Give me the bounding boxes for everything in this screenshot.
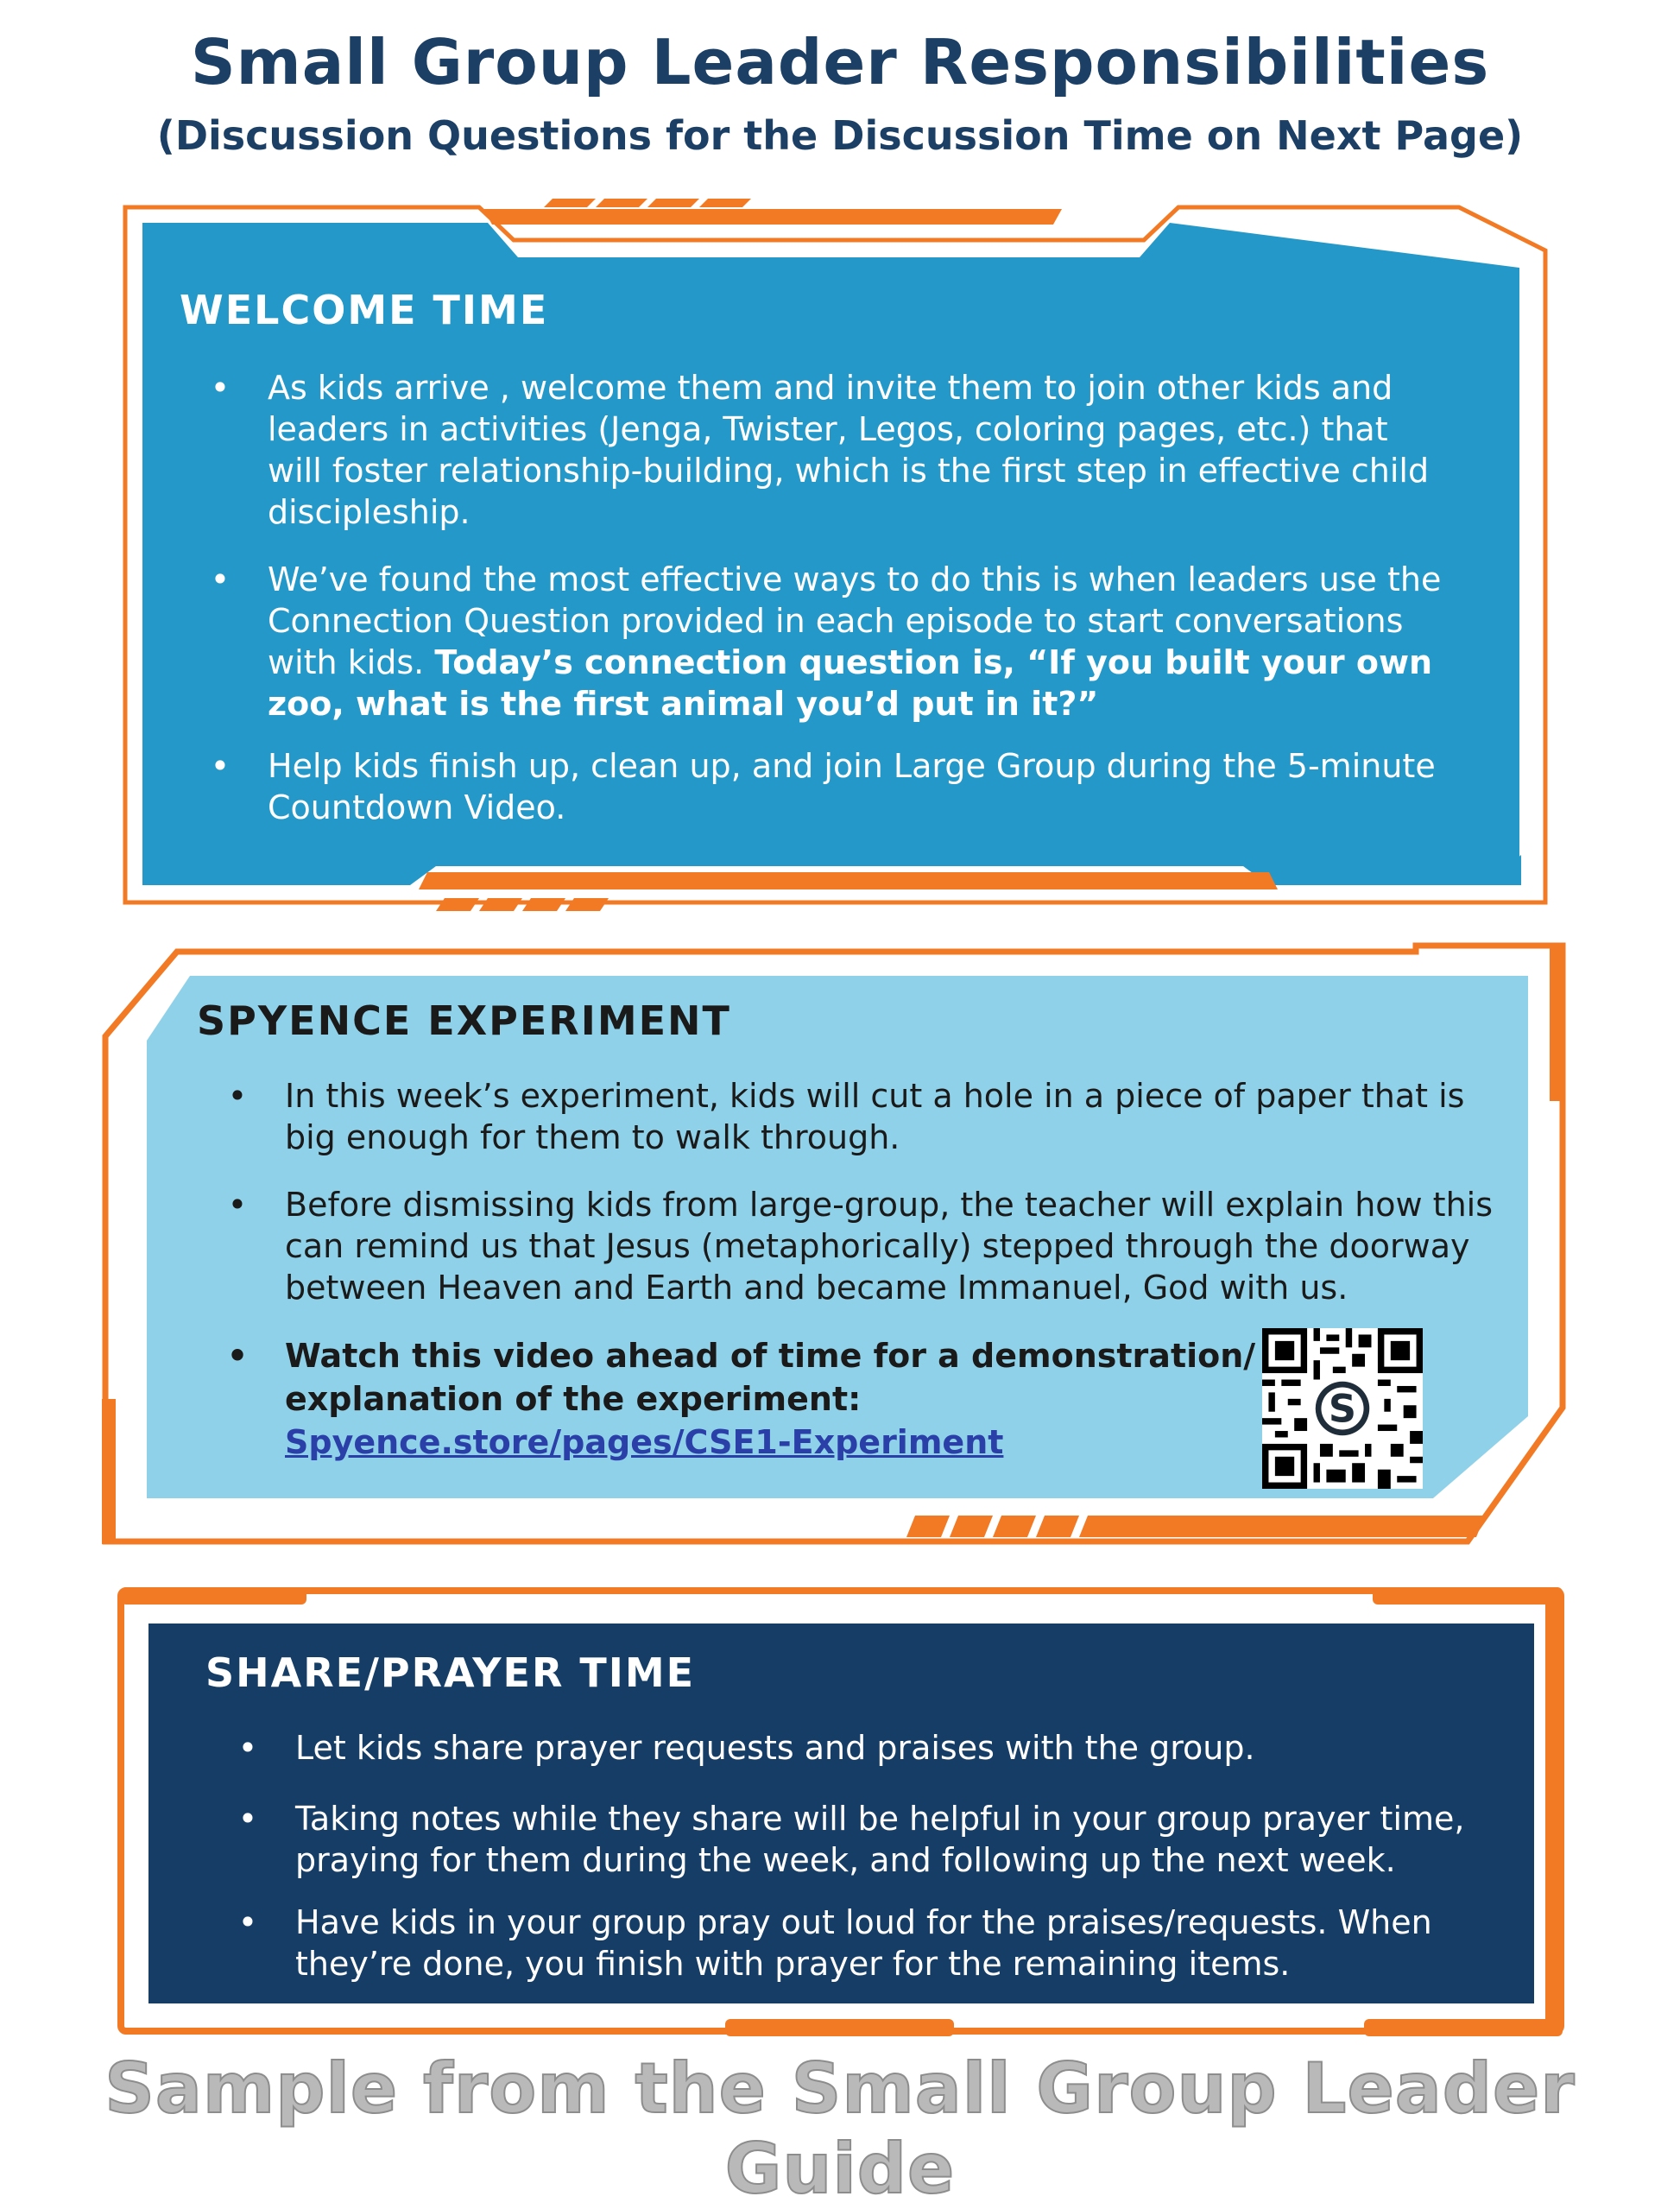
page-subtitle: (Discussion Questions for the Discussion Time on Next Page)	[156, 112, 1524, 159]
video-note: Watch this video ahead of time for a demonstration/ explanation of the experiment:	[285, 1337, 1256, 1418]
bullet-icon: •	[210, 747, 231, 785]
list-item	[216, 1184, 1502, 1308]
share-list	[226, 1727, 1504, 1984]
list-item	[216, 1334, 1286, 1464]
experiment-bottom-stripes	[906, 1516, 1485, 1537]
qr-center-letter: S	[1328, 1386, 1357, 1432]
list-item	[199, 559, 1450, 725]
sample-watermark: Sample from the Small Group Leader Guide	[104, 2048, 1576, 2209]
share-heading: SHARE/PRAYER TIME	[205, 1649, 696, 1696]
welcome-bottom-stripes	[419, 872, 1278, 911]
list-item	[216, 1075, 1502, 1158]
welcome-item-text: We’ve found the most effective ways to do this is when leaders use the Connection Question provided in each episode to start conversations with kids.	[268, 560, 1442, 681]
list-item	[226, 1727, 1504, 1769]
experiment-video-link[interactable]: Spyence.store/pages/CSE1-Experiment	[285, 1423, 1004, 1461]
welcome-heading: WELCOME TIME	[180, 287, 549, 333]
bullet-icon: •	[237, 1903, 258, 1941]
bullet-icon: •	[227, 1186, 248, 1224]
welcome-item-text: Help kids finish up, clean up, and join Large Group during the 5-minute Countdown Video.	[268, 747, 1436, 826]
share-item-text: Taking notes while they share will be helpful in your group prayer time, praying for them during the week, and following up the next week.	[295, 1800, 1465, 1879]
share-item-text: Let kids share prayer requests and praises with the group.	[295, 1729, 1255, 1767]
welcome-list	[199, 367, 1450, 828]
list-item	[226, 1902, 1504, 1984]
experiment-right-bar	[1550, 946, 1565, 1101]
bullet-icon: •	[210, 369, 231, 407]
experiment-item-text: Before dismissing kids from large-group, the teacher will explain how this can remind us that Jesus (metaphorically) stepped through the doorway between Heaven and Earth and became Immanuel, God with us.	[285, 1186, 1494, 1307]
experiment-left-bar	[102, 1399, 116, 1544]
bullet-icon: •	[237, 1800, 258, 1838]
bullet-icon: •	[226, 1337, 249, 1375]
qr-code-icon[interactable]	[1262, 1328, 1423, 1489]
list-item	[226, 1798, 1504, 1881]
experiment-heading: SPYENCE EXPERIMENT	[197, 997, 731, 1044]
welcome-top-stripes	[483, 199, 1062, 225]
share-item-text: Have kids in your group pray out loud for the praises/requests. When they’re done, you finish with prayer for the remaining items.	[295, 1903, 1432, 1983]
bullet-icon: •	[210, 560, 231, 598]
list-item	[199, 367, 1450, 533]
welcome-item-text: As kids arrive , welcome them and invite them to join other kids and leaders in activities (Jenga, Twister, Legos, coloring pages, etc.) that will foster relationship-building, which is the first step in effective child discipleship.	[268, 369, 1430, 531]
experiment-item-text: In this week’s experiment, kids will cut a hole in a piece of paper that is big enough for them to walk through.	[285, 1077, 1465, 1156]
connection-question: Today’s connection question is, “If you built your own zoo, what is the first animal you’d put in it?”	[268, 643, 1433, 723]
page-title: Small Group Leader Responsibilities	[190, 26, 1490, 98]
bullet-icon: •	[237, 1729, 258, 1767]
bullet-icon: •	[227, 1077, 248, 1115]
list-item	[199, 745, 1450, 828]
